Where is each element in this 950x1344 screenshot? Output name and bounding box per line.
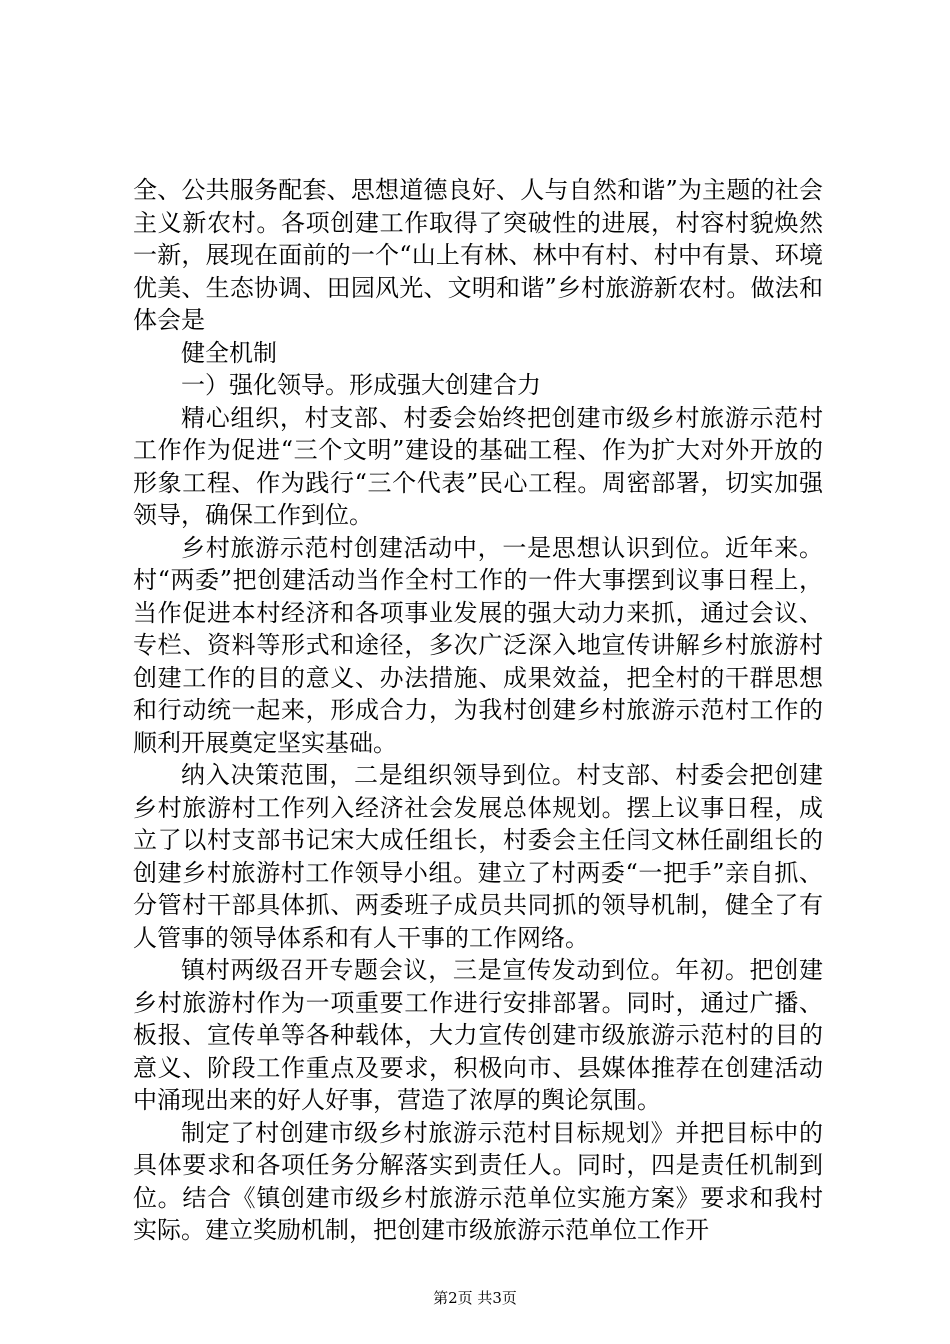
paragraph-1: 全、公共服务配套、思想道德良好、人与自然和谐”为主题的社会主义新农村。各项创建工作取得了突破性的进展，村容村貌焕然一新，展现在面前的一个“山上有林、林中有村、村中有景、环境优美、生态协调、田园风光、文明和谐”乡村旅游新农村。做法和体会是 [133,176,823,334]
document-body [133,174,823,1247]
paragraph-8: 制定了村创建市级乡村旅游示范村目标规划》并把目标中的具体要求和各项任务分解落实到责任人。同时，四是责任机制到位。结合《镇创建市级乡村旅游示范单位实施方案》要求和我村实际。建立奖励机制，把创建市级旅游示范单位工作开 [133,1118,823,1244]
page-footer: 第2页 共3页 [433,1289,517,1307]
paragraph-3-subheading: 一）强化领导。形成强大创建合力 [181,371,541,399]
paragraph-7: 镇村两级召开专题会议，三是宣传发动到位。年初。把创建乡村旅游村作为一项重要工作进行安排部署。同时，通过广播、板报、宣传单等各种载体，大力宣传创建市级旅游示范村的目的意义、阶段工作重点及要求，积极向市、县媒体推荐在创建活动中涌现出来的好人好事，营造了浓厚的舆论氛围。 [133,956,823,1114]
paragraph-4: 精心组织，村支部、村委会始终把创建市级乡村旅游示范村工作作为促进“三个文明”建设的基础工程、作为扩大对外开放的形象工程、作为践行“三个代表”民心工程。周密部署，切实加强领导，确保工作到位。 [133,403,823,529]
paragraph-6: 纳入决策范围，二是组织领导到位。村支部、村委会把创建乡村旅游村工作列入经济社会发展总体规划。摆上议事日程，成立了以村支部书记宋大成任组长，村委会主任闫文林任副组长的创建乡村旅游村工作领导小组。建立了村两委“一把手”亲自抓、分管村干部具体抓、两委班子成员共同抓的领导机制，健全了有人管事的领导体系和有人干事的工作网络。 [133,761,823,952]
paragraph-5: 乡村旅游示范村创建活动中，一是思想认识到位。近年来。村“两委”把创建活动当作全村工作的一件大事摆到议事日程上，当作促进本村经济和各项事业发展的强大动力来抓，通过会议、专栏、资料等形式和途径，多次广泛深入地宣传讲解乡村旅游村创建工作的目的意义、办法措施、成果效益，把全村的干群思想和行动统一起来，形成合力，为我村创建乡村旅游示范村工作的顺利开展奠定坚实基础。 [133,533,823,757]
paragraph-2-heading: 健全机制 [181,338,277,367]
